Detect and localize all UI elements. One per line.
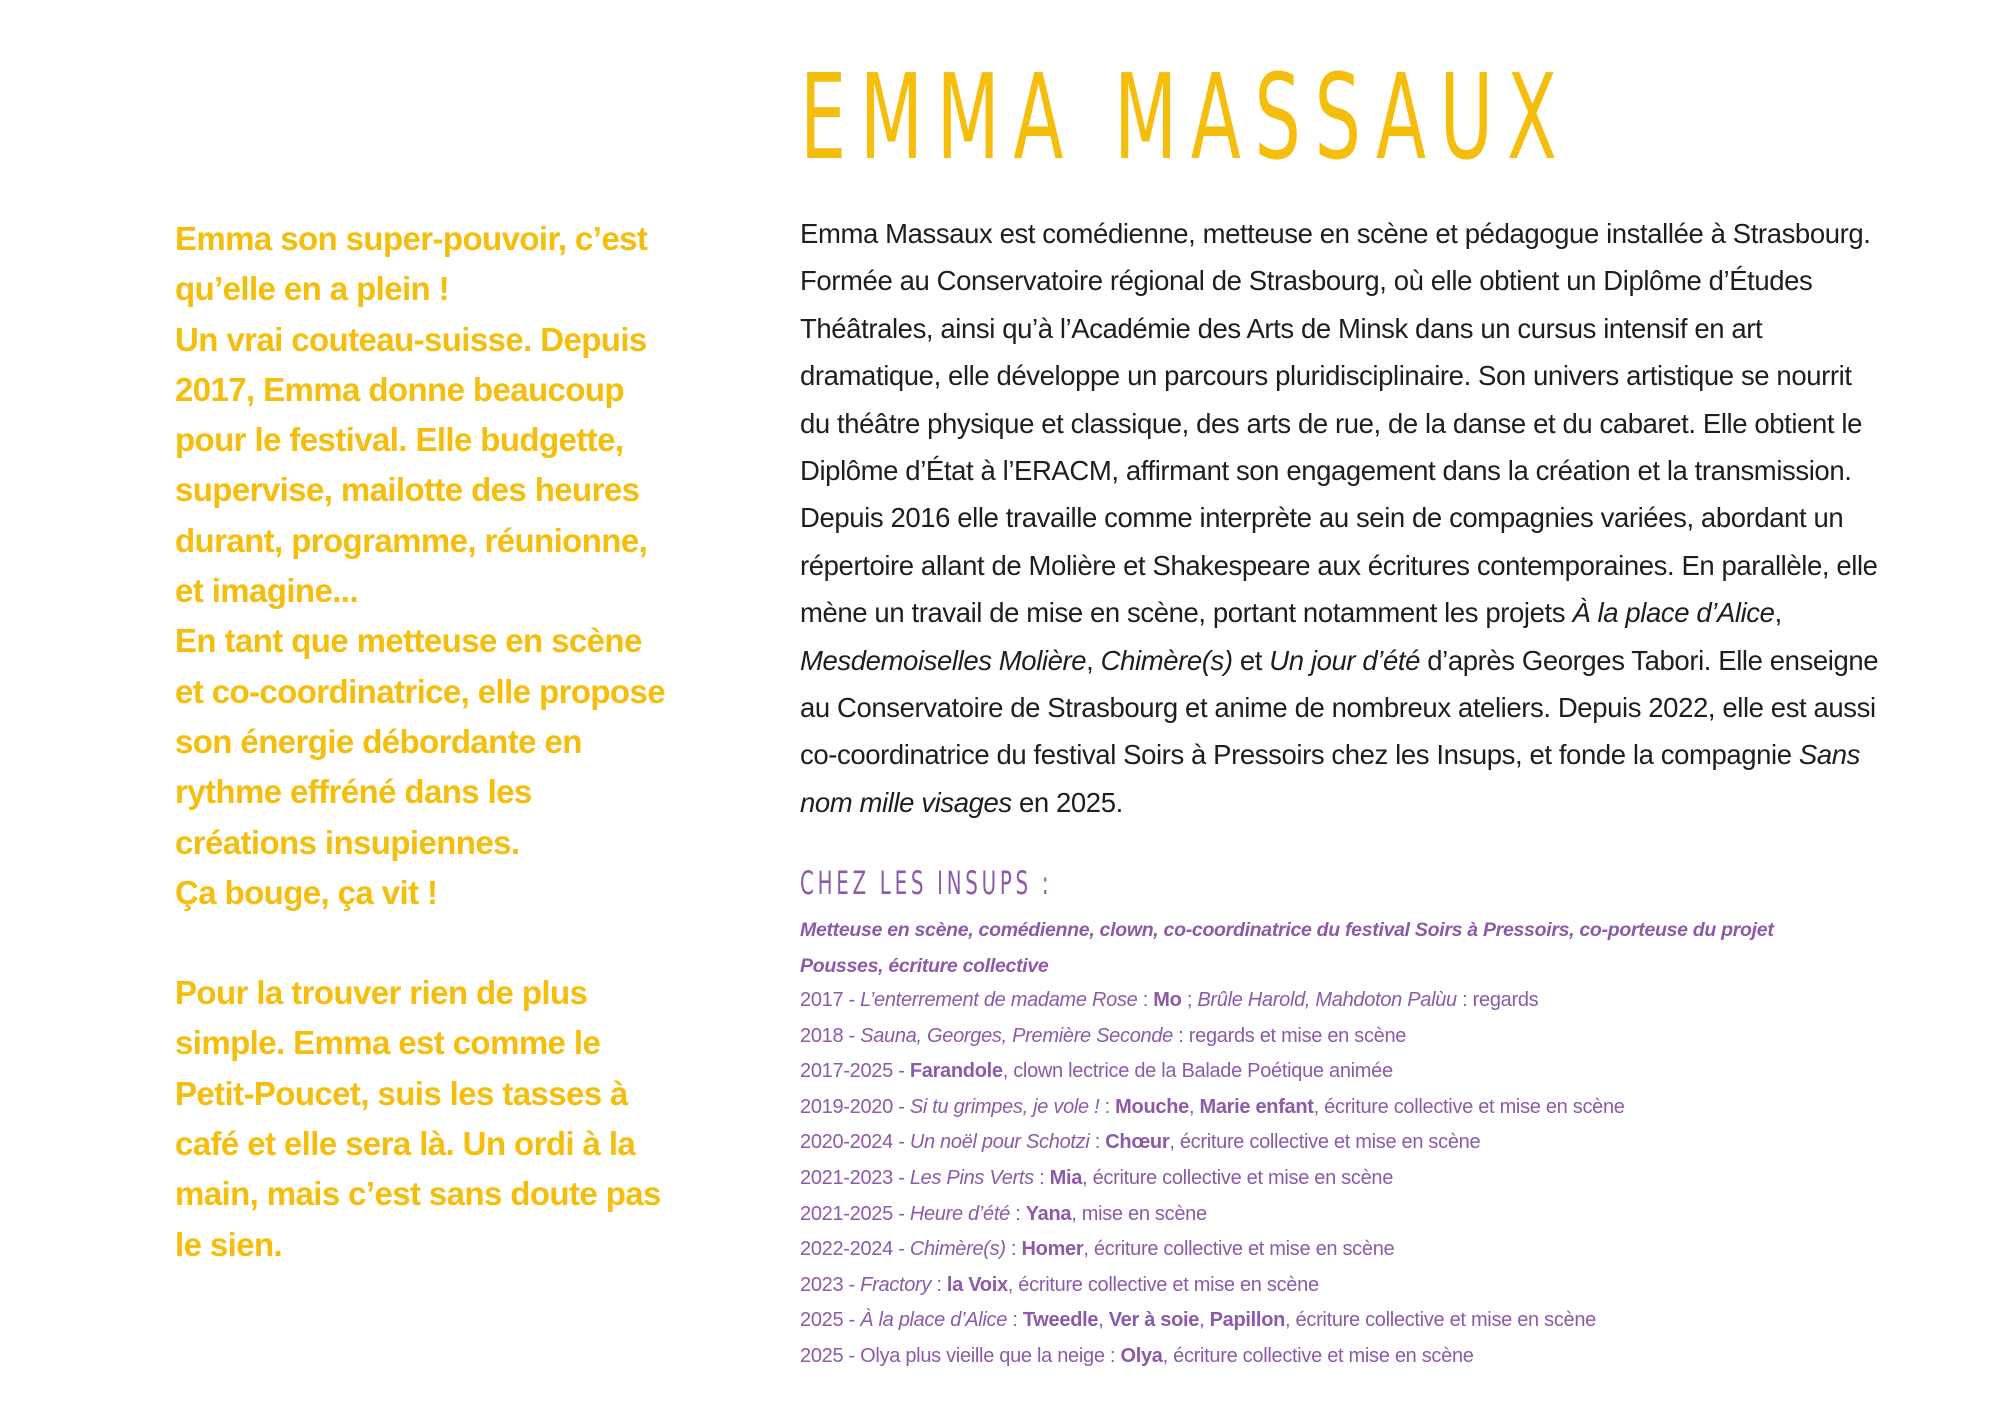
intro-paragraph-5: Pour la trouver rien de plus simple. Emma est comme le Petit-Poucet, suis les tasses à café et elle sera là. Un ordi à la main, mais c’est sans doute pas le sien. xyxy=(175,974,661,1263)
intro-paragraph-1: Emma son super-pouvoir, c’est qu’elle en a plein ! xyxy=(175,220,648,308)
roles-summary: Metteuse en scène, comédienne, clown, co-coordinatrice du festival Soirs à Pressoirs, co-porteuse du projet Pousses, écriture collective xyxy=(800,919,1774,977)
list-item: 2020-2024 - Un noël pour Schotzi : Chœur, écriture collective et mise en scène xyxy=(800,1131,1481,1154)
intro-column xyxy=(175,214,675,1270)
list-item: 2021-2025 - Heure d’été : Yana, mise en scène xyxy=(800,1202,1207,1225)
list-item: 2023 - Fractory : la Voix, écriture collective et mise en scène xyxy=(800,1273,1319,1296)
biography xyxy=(800,210,1880,826)
intro-paragraph-2: Un vrai couteau-suisse. Depuis 2017, Emma donne beaucoup pour le festival. Elle budgette, supervise, mailotte des heures durant, programme, réunionne, et imagine... xyxy=(175,320,648,610)
projects-list xyxy=(800,983,1880,1375)
list-item: 2017-2025 - Farandole, clown lectrice de la Balade Poétique animée xyxy=(800,1060,1393,1083)
list-item: 2022-2024 - Chimère(s) : Homer, écriture collective et mise en scène xyxy=(800,1238,1395,1261)
page-title: EMMA MASSAUX xyxy=(800,48,1571,186)
list-item: 2025 - Olya plus vieille que la neige : Olya, écriture collective et mise en scène xyxy=(800,1344,1474,1367)
list-item: 2025 - À la place d’Alice : Tweedle, Ver à soie, Papillon, écriture collective et mise en scène xyxy=(800,1309,1596,1332)
list-item: 2018 - Sauna, Georges, Première Seconde : regards et mise en scène xyxy=(800,1024,1407,1047)
biography-text: Emma Massaux est comédienne, metteuse en scène et pédagogue installée à Strasbourg. Formée au Conservatoire régional de Strasbourg, où elle obtient un Diplôme d’Études Théâtrales, ainsi qu’à l’Académie des Arts de Minsk dans un cursus intensif en art dramatique, elle développe un parcours pluridisciplinaire. Son univers artistique se nourrit du théâtre physique et classique, des arts de rue, de la danse et du cabaret. Elle obtient le Diplôme d’État à l’ERACM, affirmant son engagement dans la création et la transmission. Depuis 2016 elle travaille comme interprète au sein de compagnies variées, abordant un répertoire allant de Molière et Shakespeare aux écritures contemporaines. En parallèle, elle mène un travail de mise en scène, portant notamment les projets À la place d’Alice, Mesdemoiselles Molière, Chimère(s) et Un jour d’été d’après Georges Tabori. Elle enseigne au Conservatoire de Strasbourg et anime de nombreux ateliers. Depuis 2022, elle est aussi co-coordinatrice du festival Soirs à Pressoirs chez les Insups, et fonde la compagnie Sans nom mille visages en 2025. xyxy=(800,218,1879,818)
list-item: 2021-2023 - Les Pins Verts : Mia, écriture collective et mise en scène xyxy=(800,1166,1394,1189)
list-item: 2017 - L’enterrement de madame Rose : Mo ; Brûle Harold, Mahdoton Palùu : regards xyxy=(800,989,1539,1011)
intro-paragraph-4: Ça bouge, ça vit ! xyxy=(175,873,438,911)
intro-paragraph-3: En tant que metteuse en scène et co-coordinatrice, elle propose son énergie débordante en rythme effréné dans les créations insupiennes. xyxy=(175,622,665,861)
list-item: 2019-2020 - Si tu grimpes, je vole ! : Mouche, Marie enfant, écriture collective et mise en scène xyxy=(800,1095,1625,1118)
section-heading: CHEZ LES INSUPS : xyxy=(800,864,1053,902)
